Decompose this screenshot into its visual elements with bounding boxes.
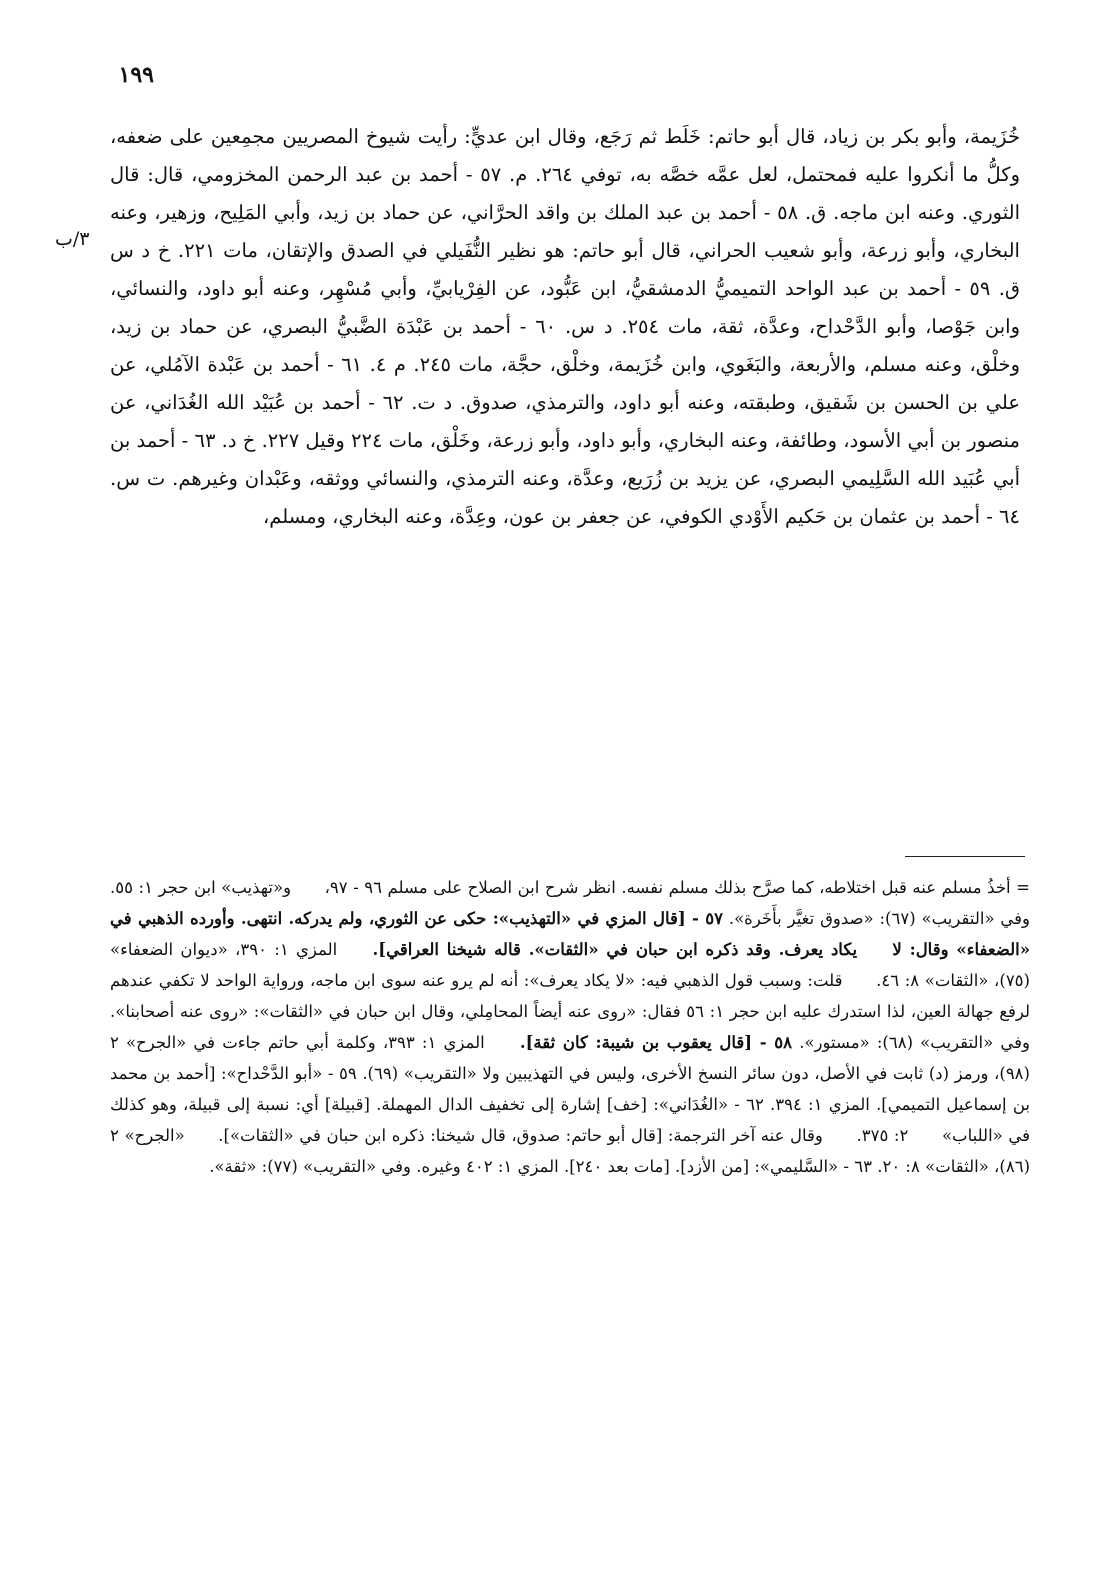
main-line: مجمِعين على ضعفه، وكلُّ ما أنكروا عليه فمحتمل، لعل عمَّه خصَّه به، توفي ٢٦٤. م.: [110, 125, 1021, 186]
footnotes: [110, 872, 1030, 1182]
main-line: ووثقه، وعَبْدان وغيرهم. ت س.: [110, 467, 360, 490]
entry-63: ٦٣ - أحمد بن أبي عُبَيد الله السَّلِيمي البصري، عن يزيد بن زُرَيع، وعدَّة، وعنه الترمذي، والنسائي: [110, 429, 1020, 490]
main-line: وأبو زرعة، وأبو شعيب الحراني، قال أبو حاتم: هو نظير النُّفَيلي في الصدق والإتقان، مات ٢٢١.: [177, 239, 946, 262]
main-line: وأبو زرعة، وخَلْق، مات ٢٢٤ وقيل ٢٢٧. خ د.: [221, 429, 571, 452]
footnote-57: ٥٧ - [قال المزي في «التهذيب»: حكى عن الثوري، ولم يدركه. انتهى. وأورده الذهبي في «الضعفاء» وقال: لا: [110, 909, 1031, 959]
footnote-line: «الجرح» ٢ (٨٦)، «الثقات» ٨: ٢٠.: [110, 1126, 1030, 1176]
footnote-line: وقال عنه آخر الترجمة: [قال أبو حاتم: صدوق، قال شيخنا: ذكره ابن حبان في «الثقات»].: [218, 1126, 823, 1145]
entry-59: ٥٩ - أحمد بن عبد الواحد التميميُّ الدمشقيُّ، ابن عَبُّود، عن الفِرْيابيِّ، وأبي مُسْهِر، وعنه أبو داود،: [196, 277, 991, 300]
footnote-line: النسخ الأخرى، وليس في التهذيبين ولا «التقريب» (٦٩).: [362, 1064, 738, 1083]
main-line: والنسائي، وابن جَوْصا، وأبو الدَّحْداح، وعدَّة، ثقة، مات ٢٥٤. د س.: [110, 277, 1020, 338]
entry-61: ٦١ - أحمد بن عَبْدة الآمُلي، عن علي بن الحسن بن شَقيق، وطبقته، وعنه أبو داود، والترمذي، صدوق.: [110, 353, 1020, 414]
footnote-line: قلت: وسبب قول الذهبي فيه: «لا يكاد يعرف»: أنه لم يرو عنه سوى ابن ماجه، ورواية الواحد لا تكفي: [158, 971, 843, 990]
footnote-59: ٥٩ - «أبو الدَّحْداح»: [أحمد بن محمد بن إسماعيل التميمي]. المزي ١: ٣٩٤.: [110, 1064, 1030, 1114]
main-line: خ د س ق.: [110, 239, 1021, 300]
main-text: [110, 118, 1020, 536]
entry-62: ٦٢ - أحمد بن عُبَيْد الله الغُدَاني، عن منصور بن أبي الأسود، وطائفة، وعنه البخاري، وأبو داود،: [110, 391, 1020, 452]
footnote-line: = أخذُ مسلم عنه قبل اختلاطه، كما صرَّح بذلك مسلم نفسه. انظر شرح ابن الصلاح على مسلم ٩٦ - ٩٧،: [324, 878, 1030, 897]
footnote-line: ٢: ٣٧٥.: [856, 1126, 909, 1145]
footnote-line: المزي ١: ٣٩٠، «ديوان الضعفاء» (٧٥)، «الثقات» ٨: ٤٦.: [110, 940, 1030, 990]
entry-57: ٥٧ - أحمد بن عبد الرحمن المخزومي، قال: قال الثوري. وعنه ابن ماجه. ق.: [110, 163, 1020, 224]
margin-note: ٣/ب: [55, 228, 90, 250]
footnote-line: حبان في «الثقات»: «روى عنه أصحابنا». وفي «التقريب» (٦٨): «مستور».: [110, 1002, 1030, 1052]
entry-60: ٦٠ - أحمد بن عَبْدَة الضَّبيُّ البصري، عن حماد بن زيد، وخلْق، وعنه مسلم، والأربعة، والبَغَوي، وابن: [110, 315, 1020, 376]
footnote-58: ٥٨ - [قال يعقوب بن شيبة: كان ثقة].: [519, 1033, 793, 1052]
footnote-line: و«تهذيب» ابن حجر ١: ٥٥. وفي «التقريب» (٦٧): «صدوق تغيَّر بأَخَرة».: [110, 878, 1031, 928]
footnote-62: ٦٢ - «الغُدَاني»: [خف] إشارة إلى تخفيف الدال المهملة. [قبيلة] أي: نسبة إلى قبيلة، وهو كذلك في «اللباب»: [110, 1095, 1030, 1145]
footnote-63: ٦٣ - «السَّليمي»: [من الأزد]. [مات بعد ٢٤٠]. المزي ١: ٤٠٢ وغيره. وفي «التقريب» (٧٧): «ثقة».: [209, 1157, 872, 1176]
entry-64: ٦٤ - أحمد بن عثمان بن حَكيم الأَوْدي الكوفي، عن جعفر بن عون، وعِدَّة، وعنه البخاري، ومسلم،: [262, 505, 1020, 528]
footnote-line: يكاد يعرف. وقد ذكره ابن حبان في «الثقات». قاله شيخنا العراقي].: [372, 940, 858, 959]
page-number: ١٩٩: [118, 62, 154, 88]
footnote-line: عندهم لرفع جهالة العين، لذا استدرك عليه ابن حجر ١: ٥٦ فقال: «روى عنه أيضاً المحامِلي، وقال ابن: [110, 971, 1031, 1021]
footnote-divider: [905, 856, 1025, 857]
main-line: خُزَيمة، وخلْق، حجَّة، مات ٢٤٥. م ٤.: [369, 353, 664, 376]
main-line: د ت.: [411, 391, 453, 414]
main-line: خُزَيمة، وأبو بكر بن زياد، قال أبو حاتم: خَلَط ثم رَجَع، وقال ابن عديٍّ: رأيت شيوخ المصريين: [282, 125, 1020, 148]
entry-58: ٥٨ - أحمد بن عبد الملك بن واقد الحرَّاني، عن حماد بن زيد، وأبي المَلِيح، وزهير، وعنه البخاري،: [110, 201, 1020, 262]
footnote-line: المزي ١: ٣٩٣، وكلمة أبي حاتم جاءت في «الجرح» ٢ (٩٨)، ورمز (د) ثابت في الأصل، دون سائر: [110, 1033, 1030, 1083]
